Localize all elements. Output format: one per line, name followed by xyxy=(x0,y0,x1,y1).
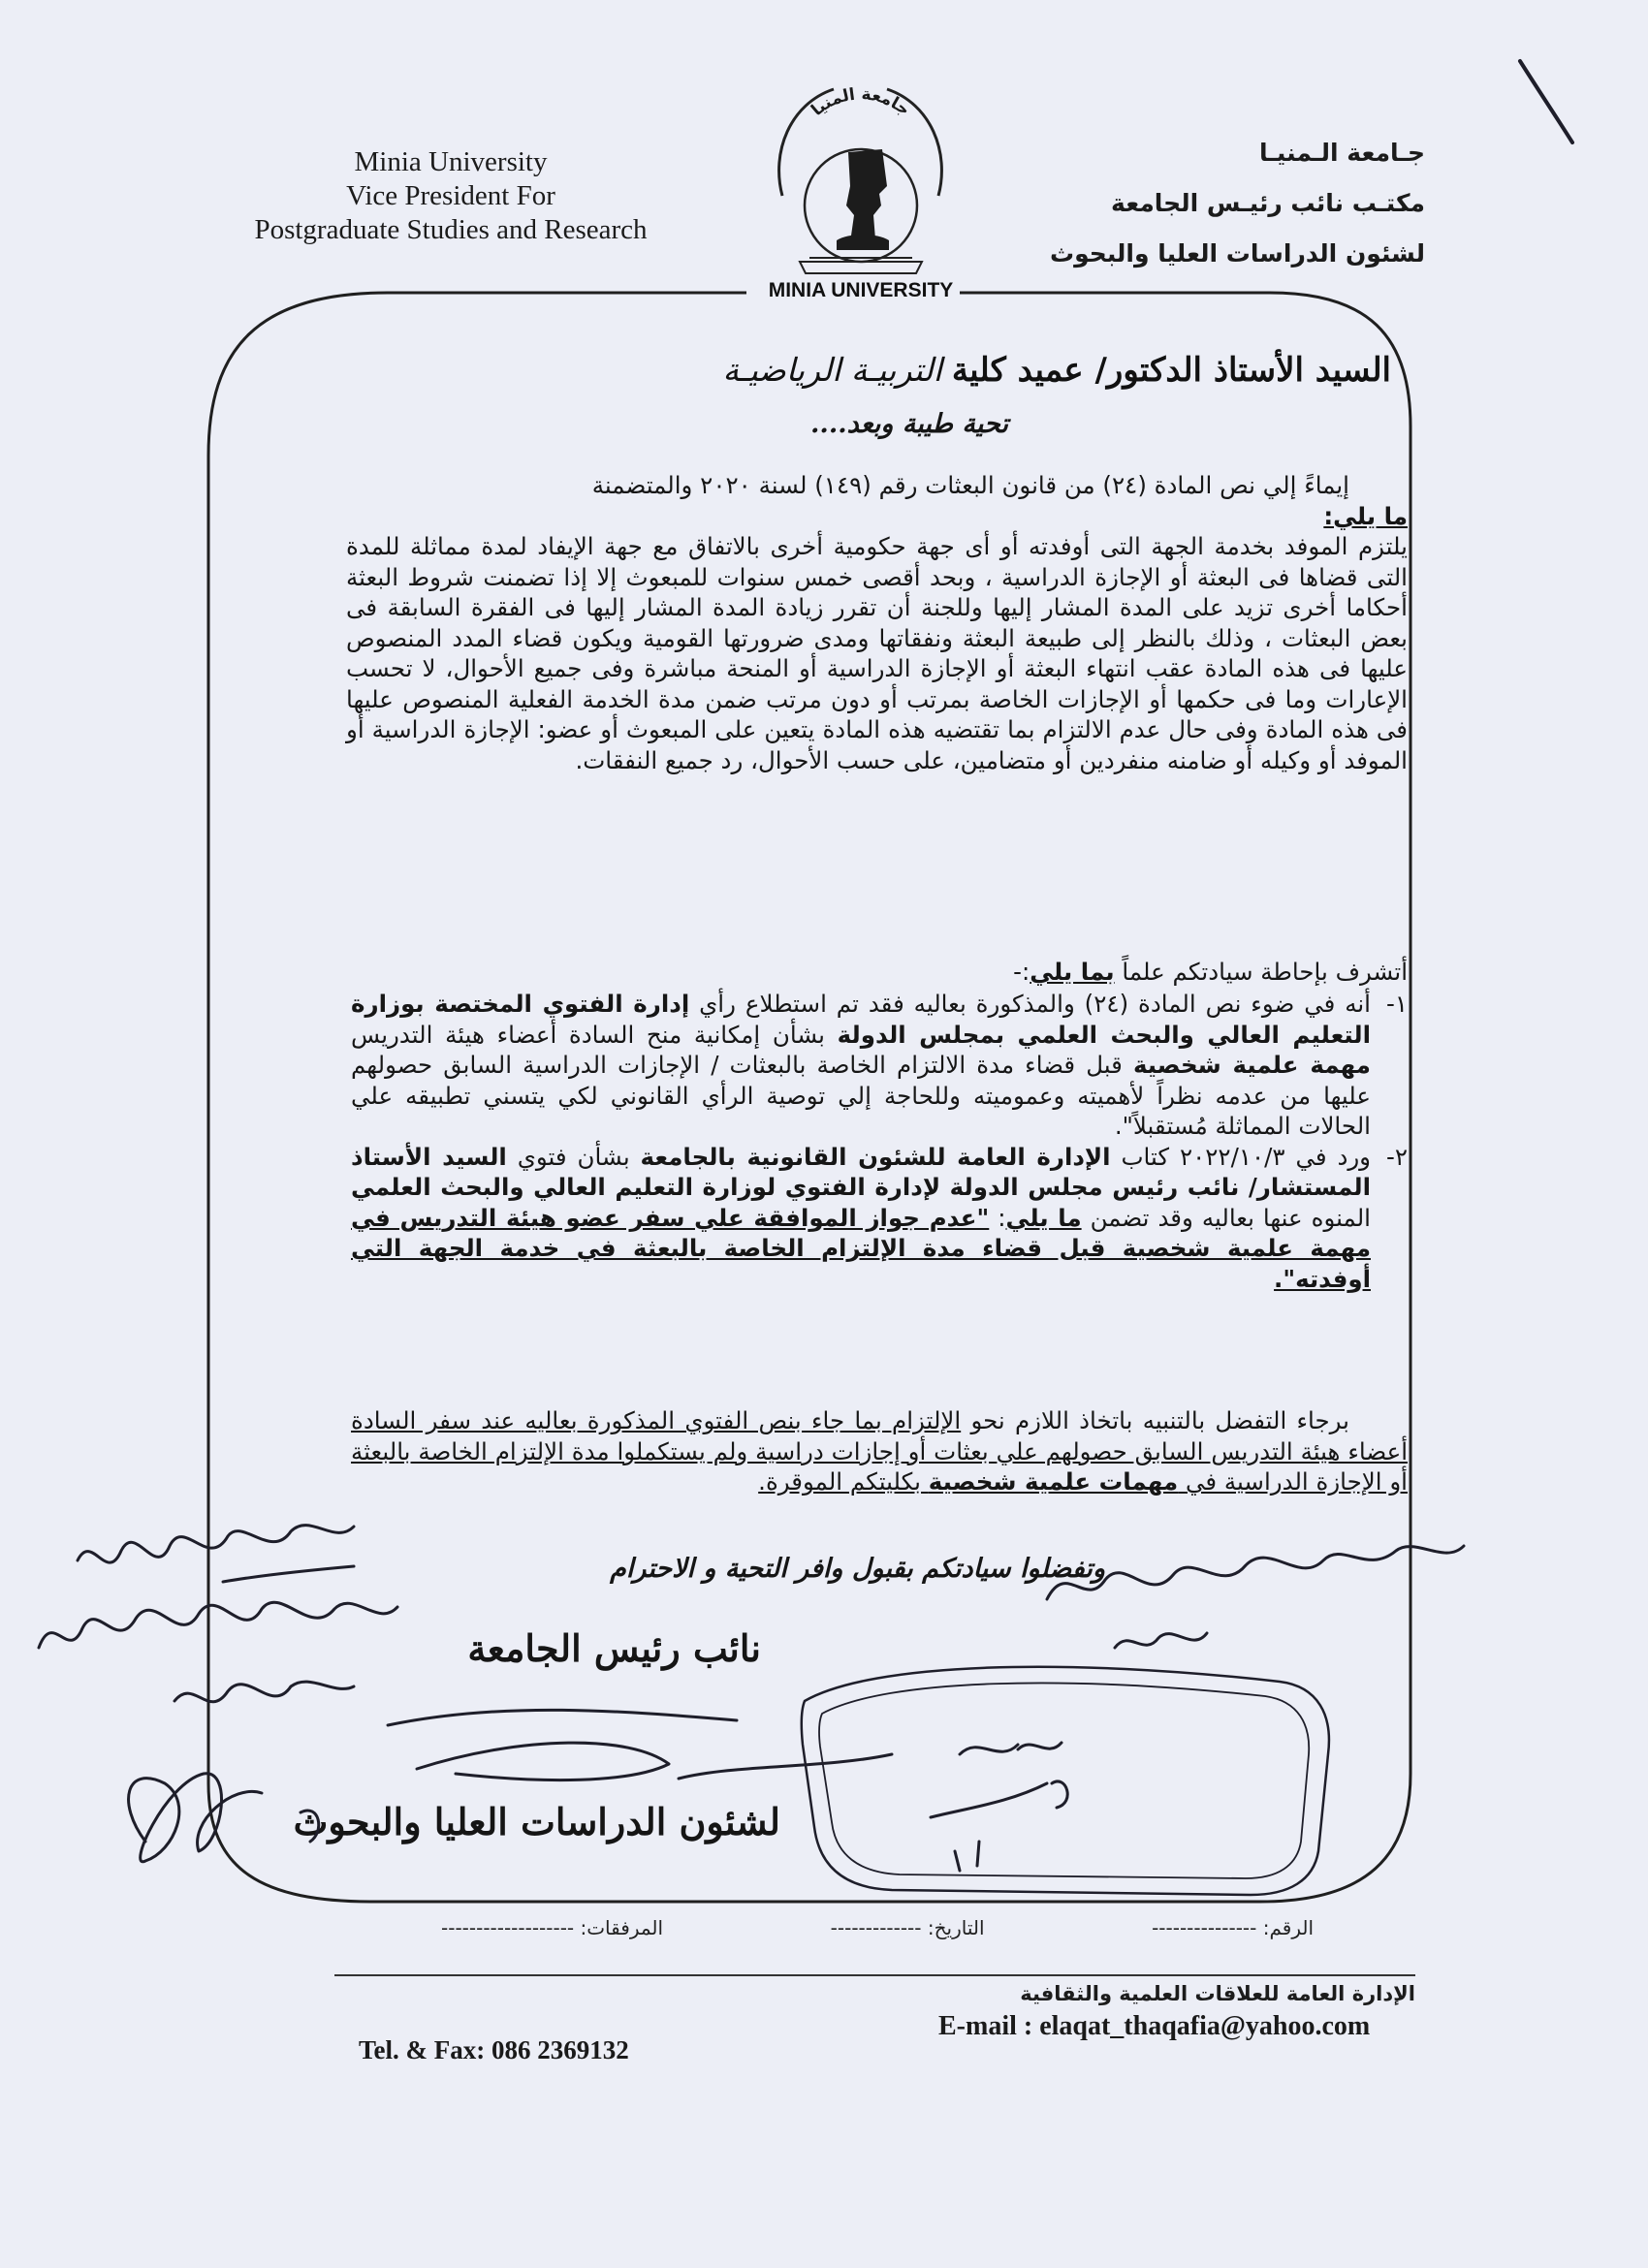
intro-subheading: ما يلي: xyxy=(1323,501,1408,530)
item-2-text-c: بشأن فتوي xyxy=(506,1142,641,1171)
arabic-header xyxy=(1018,128,1425,279)
telephone-fax: Tel. & Fax: 086 2369132 xyxy=(359,2035,629,2064)
acknowledgement-line xyxy=(351,957,1408,988)
intro-lead: إيماءً إلي نص المادة (٢٤) من قانون البعثات رقم (١٤٩) لسنة ٢٠٢٠ والمتضمنة xyxy=(591,471,1349,499)
ack-suffix: :- xyxy=(1013,958,1030,986)
date-field: التاريخ: ------------- xyxy=(830,1916,985,1939)
svg-text:جامعة المنيا xyxy=(808,84,913,120)
signer-title-line-1: نائب رئيس الجامعة xyxy=(467,1626,761,1670)
item-1-text-b: إدارة الفتوي المختصة بوزارة التعليم العالي والبحث العلمي بمجلس الدولة xyxy=(351,990,1371,1049)
item-2-text-a: ورد في ٢٠٢٢/١٠/٣ كتاب xyxy=(1110,1142,1372,1171)
intro-body: يلتزم الموفد بخدمة الجهة التى أوفدته أو أى جهة حكومية أخرى بالاتفاق مع جهة الإيفاد لمدة مماثلة للمدة التى قضاها فى البعثة أو الإجازة الدراسية ، وبحد أقصى خمس سنوات للمبعوث إلا إذا تضمنت شروط البعثة أحكاما أخرى تزيد على المدة المشار إليها وللجنة أن تقرر زيادة المدة المشار إليها فى الفقرة السابقة فى بعض البعثات ، وذلك بالنظر إلى طبيعة البعثة ونفقاتها ومدى ضرورتها القومية ويكون قضاء المدد المنصوص عليها فى هذه المادة عقب انتهاء البعثة أو الإجازة الدراسية أو المنحة مباشرة وفى جميع الأحوال، لا تحسب الإعارات وما فى حكمها أو الإجازات الخاصة بمرتب أو دون مرتب ضمن مدة الخدمة الفعلية المنصوص عليها فى هذه المادة وفى حال عدم الالتزام بما تقتضيه هذه المادة يتعين على المبعوث أو عضو: الإجازة الدراسية أو الموفد أو وكيله أو ضامنه منفردين أو متضامين، على حسب الأحوال، رد جميع النفقات. xyxy=(346,532,1408,774)
request-text-a: برجاء التفضل بالتنبيه باتخاذ اللازم نحو xyxy=(961,1406,1349,1434)
item-2-text-e: المنوه عنها بعاليه وقد تضمن xyxy=(1081,1203,1371,1232)
logo-arabic-text: جامعة المنيا xyxy=(808,84,914,120)
margin-note-3 xyxy=(174,1682,354,1702)
received-stamp xyxy=(802,1667,1329,1895)
footer-divider xyxy=(334,1974,1415,1976)
item-1-text-a: أنه في ضوء نص المادة (٢٤) والمذكورة بعاليه فقد تم استطلاع رأي xyxy=(689,990,1371,1018)
header-ar-line-2: مكتـب نائب رئيـس الجامعة xyxy=(1111,189,1425,217)
university-logo xyxy=(761,60,960,302)
list-item-2 xyxy=(351,1142,1408,1295)
closing-line: وتفضلوا سيادتكم بقبول وافر التحية و الاحترام xyxy=(610,1554,1105,1584)
intro-paragraph xyxy=(346,470,1408,775)
header-ar-line-1: جـامعة الـمنيـا xyxy=(1258,139,1425,167)
item-2-number: ٢- xyxy=(1385,1142,1408,1171)
list-item-1 xyxy=(351,989,1408,1142)
ack-emphasis: بما يلي xyxy=(1030,958,1115,986)
ack-text: أتشرف بإحاطة سيادتكم علماً xyxy=(1114,958,1408,986)
handwritten-page-mark xyxy=(1512,53,1580,150)
request-text-d: بكليتكم الموقرة. xyxy=(758,1467,929,1496)
email-address: E-mail : elaqat_thaqafia@yahoo.com xyxy=(938,2011,1371,2041)
signature-left xyxy=(129,1774,262,1862)
request-text-c: مهمات علمية شخصية xyxy=(928,1467,1179,1496)
item-1-text-c: بشأن إمكانية منح السادة أعضاء هيئة التدريس xyxy=(351,1020,838,1049)
addressee-faculty-handwritten: التربيـة الرياضيـة xyxy=(722,351,942,389)
greeting: تحية طيبة وبعد.... xyxy=(810,409,1008,439)
margin-note-1 xyxy=(78,1526,354,1563)
signature-main xyxy=(388,1710,737,1725)
item-1-text-e: قبل قضاء مدة الالتزام الخاصة بالبعثات / الإجازات الدراسية السابق حصولهم عليها من عدمه نظراً لأهميته وعموميته وللحاجة إلي توصية الرأي القانوني لكي يتسني تطبيقه علي الحالات المماثلة مُستقبلاً". xyxy=(351,1051,1371,1140)
request-text-b: الإلتزام بما جاء بنص الفتوي المذكورة بعاليه عند سفر السادة أعضاء هيئة التدريس السابق حصولهم علي بعثات أو إجازات دراسية ولم يستكملوا مدة الإلتزام الخاصة بالبعثة أو الإجازة الدراسية في xyxy=(351,1406,1408,1496)
ref-number-field: الرقم: --------------- xyxy=(1152,1916,1314,1939)
addressee-line xyxy=(325,351,1391,390)
attachments-field: المرفقات: ------------------- xyxy=(441,1916,664,1939)
item-1-text-d: مهمة علمية شخصية xyxy=(1132,1051,1371,1079)
item-2-text-b: الإدارة العامة للشئون القانونية بالجامعة xyxy=(640,1142,1111,1171)
item-2-quote: "عدم جواز الموافقة علي سفر عضو هيئة التدريس في مهمة علمية شخصية قبل قضاء مدة الإلتزام الخاصة بالبعثة في خدمة الجهة التي أوفدته". xyxy=(351,1203,1371,1293)
item-2-text-g: : xyxy=(989,1203,1006,1232)
header-en-line-3: Postgraduate Studies and Research xyxy=(254,214,648,245)
item-1-number: ١- xyxy=(1385,990,1408,1018)
item-2-text-f: ما يلي xyxy=(1005,1203,1082,1232)
header-en-line-2: Vice President For xyxy=(346,180,555,211)
margin-note-right xyxy=(1047,1546,1464,1599)
request-paragraph xyxy=(351,1405,1408,1497)
addressee-title: السيد الأستاذ الدكتور/ عميد كلية xyxy=(951,351,1391,390)
english-header xyxy=(218,145,683,247)
item-2-text-d: السيد الأستاذ المستشار/ نائب رئيس مجلس الدولة لإدارة الفتوي لوزارة التعليم العالي والبحث العلمي xyxy=(351,1142,1371,1201)
header-ar-line-3: لشئون الدراسات العليا والبحوث xyxy=(1050,239,1425,268)
numbered-items xyxy=(351,989,1408,1294)
header-en-line-1: Minia University xyxy=(354,146,548,177)
logo-english-text: MINIA UNIVERSITY xyxy=(768,279,954,301)
signer-title-line-2: لشئون الدراسات العليا والبحوث xyxy=(293,1800,780,1843)
department-name: الإدارة العامة للعلاقات العلمية والثقافية xyxy=(1020,1982,1415,2005)
reference-fields xyxy=(441,1916,1314,1939)
